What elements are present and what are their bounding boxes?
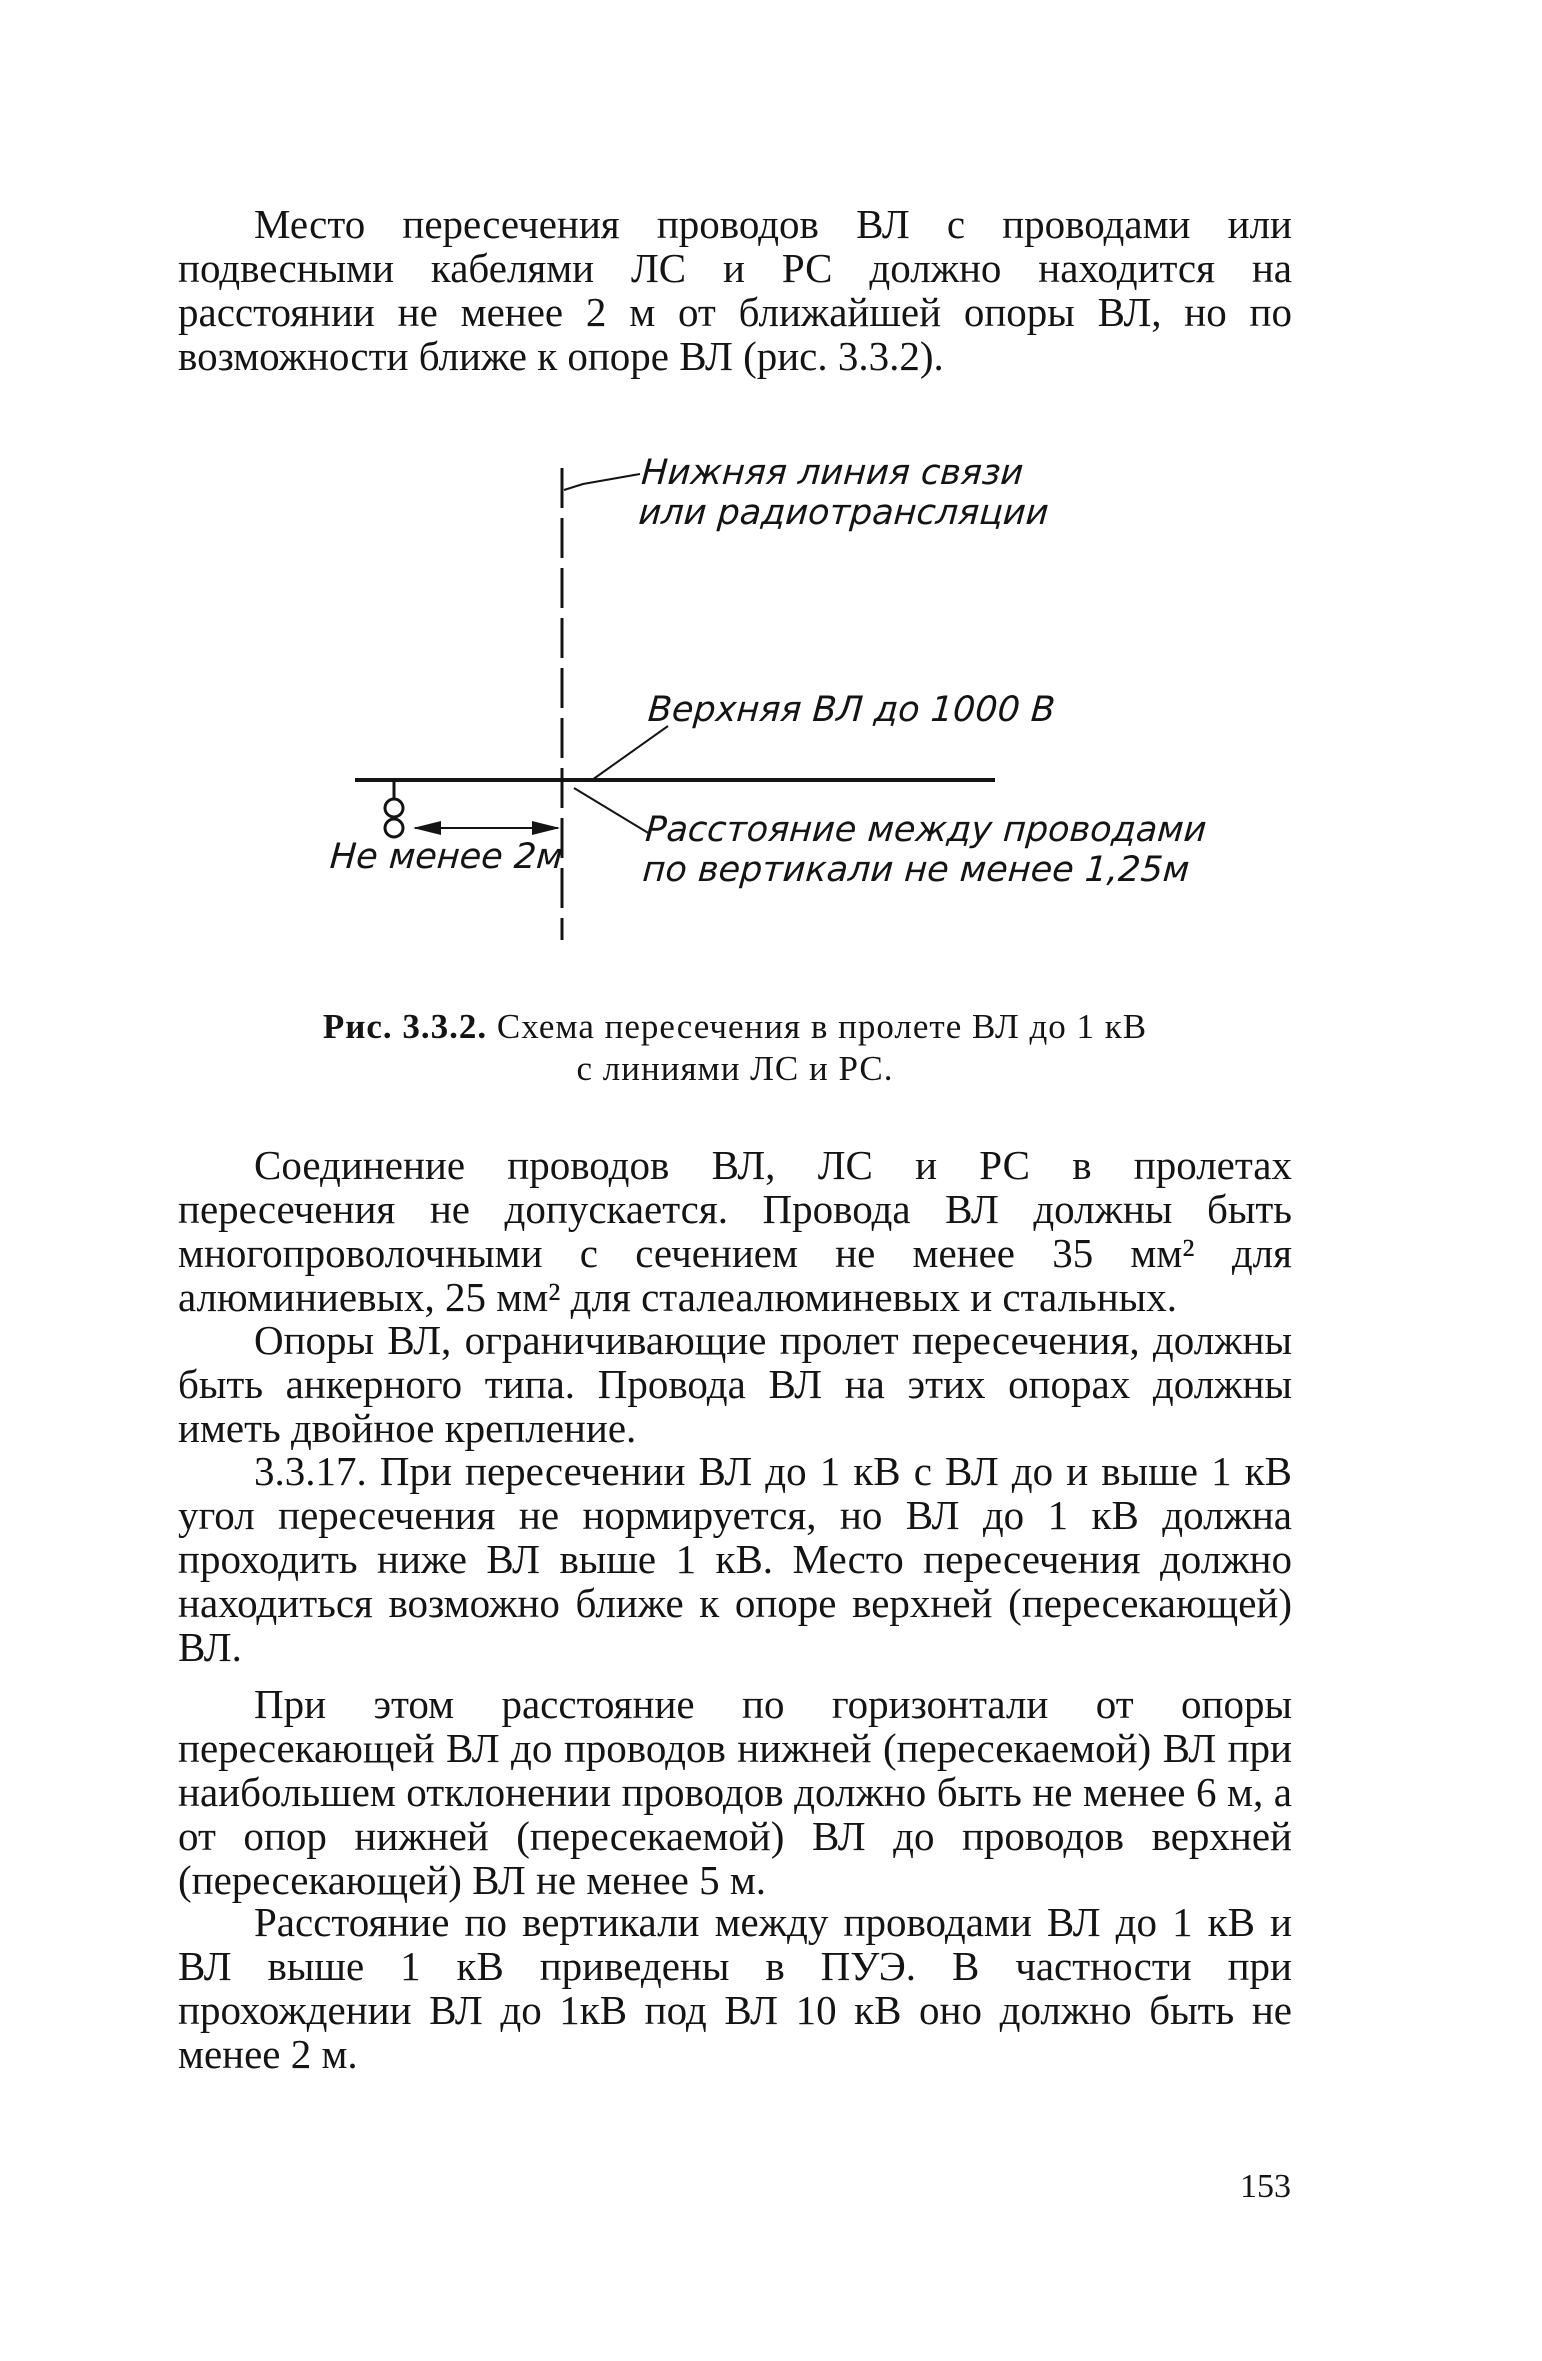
label-lower-line-2: или радиотрансляции: [637, 493, 1050, 533]
caption-text-1: Схема пересечения в пролете ВЛ до 1 кВ: [496, 1007, 1148, 1046]
label-lower-line-1: Нижняя линия связи: [640, 453, 1025, 493]
crossing-diagram: [0, 0, 1542, 1000]
upper-line-leader: [592, 726, 668, 780]
support-top-ring: [385, 799, 403, 817]
caption-line-2: с линиями ЛС и РС.: [576, 1049, 894, 1088]
paragraph-intro: Место пересечения проводов ВЛ с проводами или подвесными кабелями ЛС и РС должно находится на расстоянии не менее 2 м от ближайшей опоры ВЛ, но по возможности ближе к опоре ВЛ (рис. 3.3.2).: [178, 201, 1292, 379]
label-min-distance: Не менее 2м: [328, 837, 565, 877]
label-upper-line: Верхняя ВЛ до 1000 В: [646, 690, 1057, 730]
support-bottom-ring: [385, 819, 403, 837]
lower-line-leader: [564, 474, 640, 490]
paragraph-vertical-distance: Расстояние по вертикали между проводами ВЛ до 1 кВ и ВЛ выше 1 кВ приведены в ПУЭ. В частности при прохождении ВЛ до 1кВ под ВЛ 10 кВ оно должно быть не менее 2 м.: [178, 1899, 1292, 2077]
figure-caption: [178, 1006, 1292, 1090]
paragraph-horizontal-distance: При этом расстояние по горизонтали от опоры пересекающей ВЛ до проводов нижней (пересекаемой) ВЛ при наибольшем отклонении проводов должно быть не менее 6 м, а от опор нижней (пересекаемой) ВЛ до проводов верхней (пересекающей) ВЛ не менее 5 м.: [178, 1681, 1292, 1903]
caption-label: Рис. 3.3.2.: [322, 1007, 488, 1046]
caption-line-1: [178, 1006, 1292, 1048]
paragraph-3-3-17: 3.3.17. При пересечении ВЛ до 1 кВ с ВЛ до и выше 1 кВ угол пересечения не нормируется, но ВЛ до 1 кВ должна проходить ниже ВЛ выше 1 кВ. Место пересечения должно находиться возможно ближе к опоре верхней (пересекающей) ВЛ.: [178, 1448, 1292, 1670]
label-distance-1: Расстояние между проводами: [644, 810, 1208, 850]
dimension-arrow-right: [532, 821, 560, 835]
page-number: 153: [1240, 2168, 1291, 2205]
label-distance-2: по вертикали не менее 1,25м: [641, 850, 1191, 890]
dimension-arrow-left: [413, 821, 441, 835]
label-vertical-distance: [641, 810, 1208, 890]
paragraph-supports: Опоры ВЛ, ограничивающие пролет пересечения, должны быть анкерного типа. Провода ВЛ на этих опорах должны иметь двойное крепление.: [178, 1317, 1292, 1451]
paragraph-connections: Соединение проводов ВЛ, ЛС и РС в пролетах пересечения не допускается. Провода ВЛ должны быть многопроволочными с сечением не менее 35 мм² для алюминиевых, 25 мм² для сталеалюминевых и стальных.: [178, 1142, 1292, 1320]
distance-leader: [574, 788, 650, 834]
label-lower-line: [637, 453, 1053, 533]
